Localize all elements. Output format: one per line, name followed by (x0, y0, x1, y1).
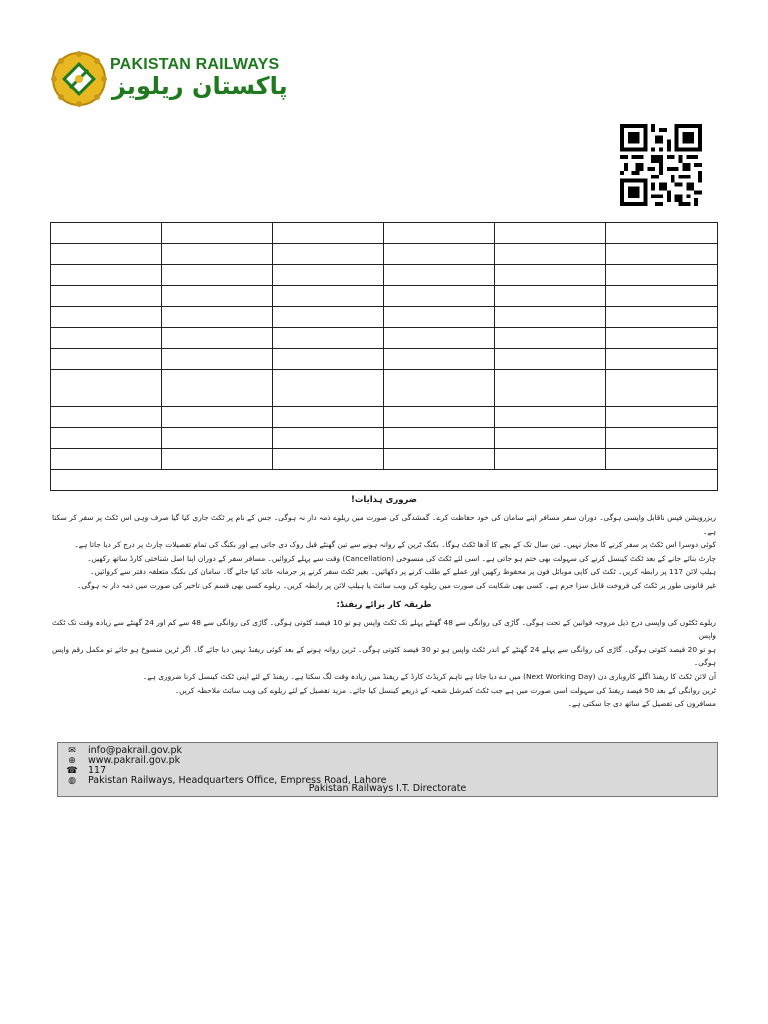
instructions-heading: ضروری ہدایات! (350, 495, 418, 505)
table-row (51, 307, 718, 328)
instruction-paragraph: غیر قانونی طور پر ٹکٹ کی فروخت قابل سزا جرم ہے۔ کسی بھی شکایت کی صورت میں ریلوے کی ویب سائٹ یا ہیلپ لائن پر رابطہ کریں۔ ریلوے کسی بھی قسم کی تاخیر کی صورت میں ذمہ دار نہ ہوگی۔ (77, 580, 716, 590)
logo-text-urdu: پاکستان ریلویز (112, 72, 288, 100)
refund-paragraph: ٹرین روانگی کے بعد 50 فیصد ریفنڈ کی سہولت اسی صورت میں ہے جب ٹکٹ کمرشل شعبہ کے ذریعے کینسل کیا جائے۔ مزید تفصیل کے لئے ریلوے کی ویب سائٹ ملاحظہ کریں۔ (174, 685, 716, 695)
pakistan-railways-logo (50, 50, 288, 120)
address-text: Pakistan Railways, Headquarters Office, Empress Road, Lahore (88, 775, 387, 786)
email-icon: ✉ (68, 745, 76, 756)
refund-heading: طریقہ کار برائے ریفنڈ: (336, 599, 432, 610)
instructions-section (52, 494, 716, 711)
instruction-paragraph: چارٹ بنائے جانے کے بعد ٹکٹ کینسل کرنے کی سہولت بھی ختم ہو جاتی ہے۔ اسی لئے ٹکٹ کی منسوخی (Cancellation) وقت سے پہلے کروائیں۔ مسافر سفر کے دوران اپنا اصل شناختی کارڈ ساتھ رکھیں۔ (87, 553, 716, 563)
directorate-text: Pakistan Railways I.T. Directorate (308, 783, 467, 794)
globe-icon: ⊕ (68, 755, 76, 766)
refund-paragraph: ہو تو 20 فیصد کٹوتی ہوگی۔ گاڑی کی روانگی سے پہلے 24 گھنٹے کے اندر ٹکٹ واپس ہو تو 30 فیصد کٹوتی ہوگی۔ ٹرین روانہ ہونے کے بعد کوئی ریفنڈ نہیں دیا جائے گا۔ اگر ٹرین منسوخ ہو جائے تو مکمل رقم واپس ہوگی۔ (52, 644, 716, 668)
phone-icon: ☎ (66, 765, 78, 776)
table-row (51, 328, 718, 349)
instruction-paragraph: ہیلپ لائن 117 پر رابطہ کریں۔ ٹکٹ کی کاپی موبائل فون پر محفوظ رکھیں اور عملے کے طلب کرنے پر دکھائیں۔ بغیر ٹکٹ سفر کرنے پر جرمانہ عائد کیا جائے گا۔ سامان کی بکنگ متعلقہ دفتر سے کروائیں۔ (90, 567, 716, 577)
instruction-paragraph: ریزرویشن فیس ناقابل واپسی ہوگی۔ دوران سفر مسافر اپنے سامان کی خود حفاظت کرے۔ گمشدگی کی صورت میں ریلوے ذمہ دار نہ ہوگی۔ جس کے نام پر ٹکٹ جاری کیا گیا صرف وہی اس ٹکٹ پر سفر کر سکتا ہے۔ (52, 513, 716, 536)
email-link[interactable]: info@pakrail.gov.pk (88, 745, 182, 756)
refund-paragraph: آن لائن ٹکٹ کا ریفنڈ اگلے کاروباری دن (Next Working Day) میں دے دیا جاتا ہے تاہم کریڈٹ کارڈ کے ریفنڈ میں زیادہ وقت لگ سکتا ہے۔ ریفنڈ کے لئے اپنی ٹکٹ کینسل کرنا ضروری ہے۔ (142, 671, 716, 681)
location-icon: ◍ (68, 775, 76, 786)
table-row (51, 370, 718, 407)
table-row (51, 286, 718, 307)
table-row (51, 223, 718, 244)
qr-code (619, 124, 703, 206)
phone-number: 117 (88, 765, 107, 776)
logo-text-english: PAKISTAN RAILWAYS (110, 56, 280, 73)
refund-paragraph: مسافروں کی تفصیل کے ساتھ دی جا سکتی ہے۔ (567, 699, 716, 709)
table-row (51, 407, 718, 428)
railways-emblem-icon (50, 50, 108, 108)
table-row (51, 470, 718, 491)
instruction-paragraph: کوئی دوسرا اس ٹکٹ پر سفر کرنے کا مجاز نہیں۔ تین سال تک کے بچے کا آدھا ٹکٹ ہوگا۔ بکنگ ٹرین کے روانہ ہونے سے تین گھنٹے قبل روک دی جاتی ہے اور بکنگ کی تمام تفصیلات چارٹ پر درج کر دیا جاتا ہے۔ (74, 540, 716, 550)
website-link[interactable]: www.pakrail.gov.pk (88, 755, 181, 766)
table-row (51, 428, 718, 449)
table-row (51, 449, 718, 470)
contact-footer (57, 742, 718, 797)
table-row (51, 244, 718, 265)
table-row (51, 265, 718, 286)
ticket-details-table (50, 222, 718, 491)
refund-paragraph: ریلوے ٹکٹوں کی واپسی درج ذیل مروجہ قوانین کے تحت ہوگی۔ گاڑی کی روانگی سے 48 گھنٹے پہلے تک ٹکٹ واپس ہو تو 10 فیصد کٹوتی ہوگی۔ گاڑی کی روانگی سے 48 سے کم اور 24 گھنٹے سے زیادہ وقت تک ٹکٹ واپس (52, 617, 716, 641)
table-row (51, 349, 718, 370)
